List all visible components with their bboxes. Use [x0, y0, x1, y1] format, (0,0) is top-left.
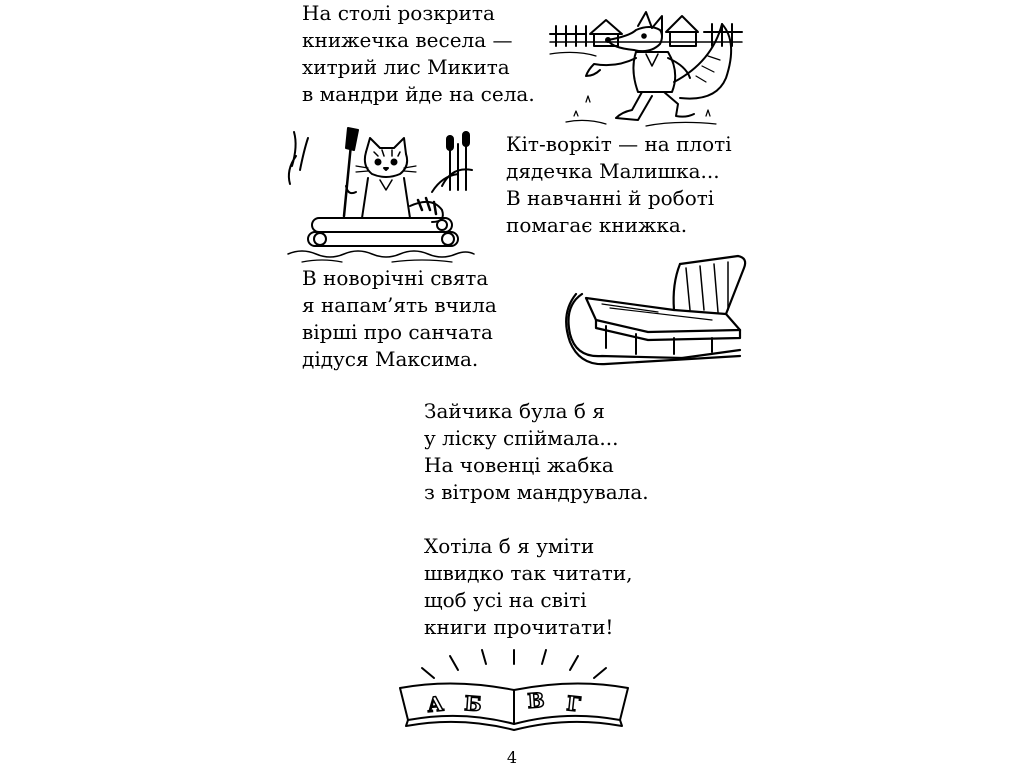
open-book-illustration-icon: [394, 648, 634, 732]
poem-line: В новорічні свята: [302, 266, 489, 290]
poem-line: Хотіла б я уміти: [424, 534, 595, 558]
poem-line: книжечка весела —: [302, 28, 513, 52]
page-number: 4: [506, 748, 518, 767]
poem-line: вірші про санчата: [302, 320, 493, 344]
book-letter: А: [426, 691, 445, 717]
poem-line: я напам’ять вчила: [302, 293, 497, 317]
sled-illustration-icon: [562, 254, 748, 370]
poem-line: помагає книжка.: [506, 213, 688, 237]
poem-line: з вітром мандрувала.: [424, 480, 649, 504]
book-letter: Б: [463, 691, 483, 717]
poem-line: Кіт-воркіт — на плоті: [506, 132, 732, 156]
book-letter: В: [526, 687, 546, 713]
poem-line: На столі розкрита: [302, 1, 495, 25]
poem-line: хитрий лис Микита: [302, 55, 510, 79]
poem-line: Зайчика була б я: [424, 399, 605, 423]
book-letter: Г: [565, 691, 582, 717]
poem-line: дядечка Малишка...: [506, 159, 720, 183]
poem-line: швидко так читати,: [424, 561, 633, 585]
fox-illustration-icon: [546, 6, 746, 130]
poem-line: у ліску спіймала...: [424, 426, 619, 450]
cat-on-raft-illustration-icon: [282, 126, 478, 266]
poem-line: дідуся Максима.: [302, 347, 479, 371]
poem-line: На човенці жабка: [424, 453, 614, 477]
poem-stanza-1: [302, 0, 535, 108]
poem-line: книги прочитати!: [424, 615, 614, 639]
poem-stanza-4: [424, 398, 649, 506]
poem-line: щоб усі на світі: [424, 588, 587, 612]
poem-line: в мандри йде на села.: [302, 82, 535, 106]
poem-stanza-2: [506, 131, 732, 239]
poem-line: В навчанні й роботі: [506, 186, 715, 210]
poem-stanza-5: [424, 533, 633, 641]
poem-stanza-3: [302, 265, 497, 373]
